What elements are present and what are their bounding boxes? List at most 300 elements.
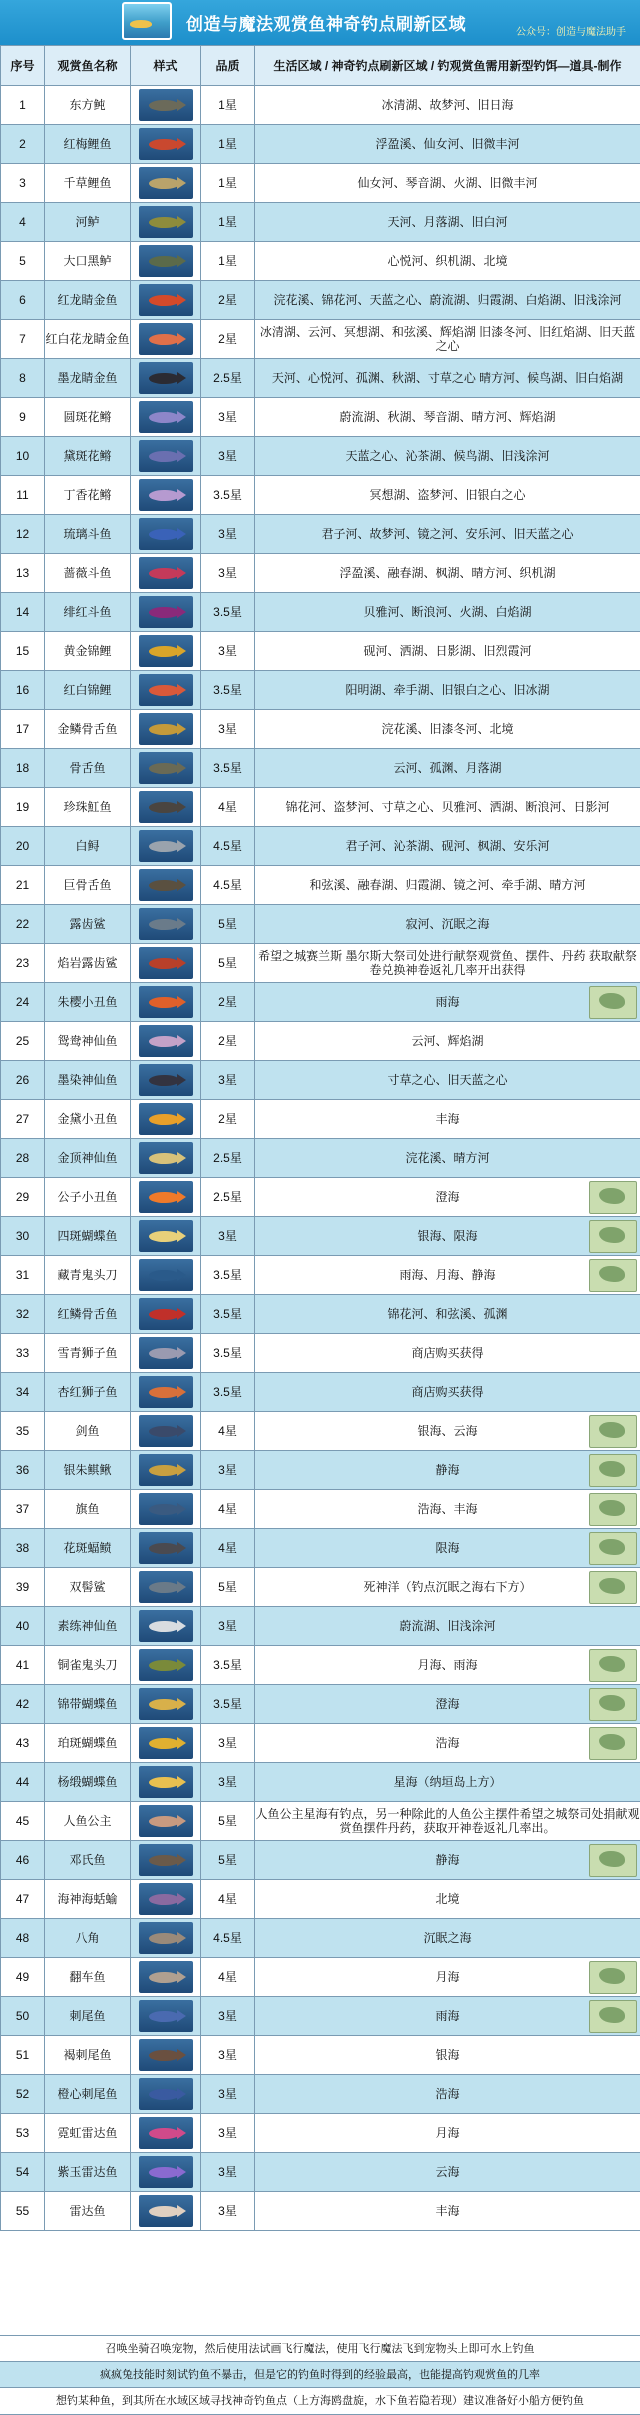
column-header-area: 生活区域 / 神奇钓点刷新区域 / 钓观赏鱼需用新型钓饵—道具-制作: [255, 46, 640, 86]
fish-image: [139, 596, 193, 628]
fish-icon: [149, 1036, 179, 1047]
cell-quality: 1星: [201, 203, 255, 242]
cell-fish-name: 剑鱼: [45, 1412, 131, 1451]
cell-style: [131, 1607, 201, 1646]
cell-quality: 5星: [201, 1841, 255, 1880]
fish-icon: [149, 1894, 179, 1905]
cell-quality: 2星: [201, 983, 255, 1022]
cell-fish-name: 黄金锦鲤: [45, 632, 131, 671]
fish-image: [139, 947, 193, 979]
cell-area: [255, 749, 640, 788]
cell-quality: 5星: [201, 1568, 255, 1607]
fish-tail-icon: [177, 1230, 186, 1242]
title-banner: [0, 0, 640, 47]
cell-style: [131, 944, 201, 983]
fish-image: [139, 1142, 193, 1174]
fish-image: [139, 2156, 193, 2188]
cell-style: [131, 2075, 201, 2114]
area-text: 蔚流湖、旧浅涂河: [399, 1619, 495, 1633]
cell-quality: 3星: [201, 1763, 255, 1802]
table-row: [1, 1412, 640, 1451]
cell-quality: 1星: [201, 242, 255, 281]
fish-tail-icon: [177, 2049, 186, 2061]
cell-quality: 4星: [201, 1880, 255, 1919]
cell-quality: 5星: [201, 944, 255, 983]
cell-fish-name: 珀斑蝴蝶鱼: [45, 1724, 131, 1763]
fish-image: [139, 1025, 193, 1057]
fish-icon: [149, 841, 179, 852]
fish-icon: [149, 646, 179, 657]
fish-icon: [149, 490, 179, 501]
cell-quality: 5星: [201, 1802, 255, 1841]
fish-tail-icon: [177, 762, 186, 774]
cell-no: 23: [1, 944, 45, 983]
map-thumbnail: [589, 1571, 637, 1604]
fish-icon: [149, 1387, 179, 1398]
area-text: 死神洋（钓点沉眠之海右下方）: [363, 1580, 531, 1594]
fish-tail-icon: [177, 294, 186, 306]
cell-area: [255, 398, 640, 437]
area-text: 锦花河、盗梦河、寸草之心、贝雅河、洒湖、断浪河、日影河: [285, 800, 609, 814]
fish-tail-icon: [177, 2166, 186, 2178]
cell-no: 42: [1, 1685, 45, 1724]
table-row: [1, 203, 640, 242]
area-text: 人鱼公主星海有钓点，另一种除此的人鱼公主摆件希望之城祭司处捐献观赏鱼摆件丹药，获取开神卷返礼几率出。: [255, 1807, 639, 1835]
fish-icon: [149, 2011, 179, 2022]
fish-image: [139, 2000, 193, 2032]
fish-tail-icon: [177, 606, 186, 618]
cell-no: 18: [1, 749, 45, 788]
column-header-name: 观赏鱼名称: [45, 46, 131, 86]
cell-fish-name: 河鲈: [45, 203, 131, 242]
fish-image: [139, 128, 193, 160]
cell-area: [255, 827, 640, 866]
cell-style: [131, 1724, 201, 1763]
cell-quality: 3.5星: [201, 476, 255, 515]
cell-no: 27: [1, 1100, 45, 1139]
cell-no: 4: [1, 203, 45, 242]
table-row: [1, 671, 640, 710]
area-text: 静海: [435, 1463, 459, 1477]
fish-icon: [149, 1153, 179, 1164]
cell-no: 45: [1, 1802, 45, 1841]
fish-image: [139, 1727, 193, 1759]
cell-area: [255, 242, 640, 281]
cell-quality: 4星: [201, 1958, 255, 1997]
fish-image: [139, 1688, 193, 1720]
game-logo-icon: [122, 2, 172, 40]
map-thumbnail: [589, 1961, 637, 1994]
cell-style: [131, 827, 201, 866]
cell-area: [255, 2075, 640, 2114]
fish-tail-icon: [177, 2010, 186, 2022]
fish-tail-icon: [177, 2205, 186, 2217]
cell-fish-name: 金顶神仙鱼: [45, 1139, 131, 1178]
fish-tail-icon: [177, 2127, 186, 2139]
fish-image: [139, 1493, 193, 1525]
fish-icon: [149, 1699, 179, 1710]
cell-style: [131, 593, 201, 632]
cell-area: [255, 1958, 640, 1997]
cell-fish-name: 蔷薇斗鱼: [45, 554, 131, 593]
area-text: 冥想湖、盗梦河、旧银白之心: [369, 488, 525, 502]
table-row: [1, 1880, 640, 1919]
cell-area: [255, 1607, 640, 1646]
cell-quality: 3.5星: [201, 1685, 255, 1724]
area-text: 月海、雨海: [417, 1658, 477, 1672]
area-text: 和弦溪、融春湖、归霞湖、镜之河、牵手湖、晴方河: [309, 878, 585, 892]
cell-style: [131, 1139, 201, 1178]
fish-icon: [149, 529, 179, 540]
fish-icon: [149, 724, 179, 735]
fish-tail-icon: [177, 1971, 186, 1983]
fish-tail-icon: [177, 1074, 186, 1086]
cell-fish-name: 朱樱小丑鱼: [45, 983, 131, 1022]
fish-image: [139, 1649, 193, 1681]
cell-area: [255, 359, 640, 398]
fish-image: [139, 1415, 193, 1447]
cell-style: [131, 1880, 201, 1919]
table-row: [1, 983, 640, 1022]
fish-tail-icon: [177, 1659, 186, 1671]
cell-style: [131, 281, 201, 320]
map-thumbnail: [589, 1220, 637, 1253]
cell-fish-name: 四斑蝴蝶鱼: [45, 1217, 131, 1256]
fish-image: [139, 1181, 193, 1213]
cell-quality: 3.5星: [201, 1334, 255, 1373]
cell-no: 37: [1, 1490, 45, 1529]
cell-no: 9: [1, 398, 45, 437]
cell-area: [255, 1022, 640, 1061]
cell-fish-name: 藏青鬼头刀: [45, 1256, 131, 1295]
fish-image: [139, 1532, 193, 1564]
map-thumbnail: [589, 1259, 637, 1292]
fish-image: [139, 167, 193, 199]
footer-note-3: 想钓某种鱼，到其所在水域区域寻找神奇钓鱼点（上方海鸥盘旋，水下鱼若隐若现）建议准备好小船方便钓鱼: [0, 2387, 640, 2415]
area-text: 天蓝之心、沁茶湖、候鸟湖、旧浅涂河: [345, 449, 549, 463]
fish-icon: [149, 1933, 179, 1944]
cell-no: 25: [1, 1022, 45, 1061]
cell-quality: 2星: [201, 320, 255, 359]
cell-style: [131, 1022, 201, 1061]
fish-icon: [149, 334, 179, 345]
cell-style: [131, 476, 201, 515]
area-text: 浩海、丰海: [417, 1502, 477, 1516]
fish-image: [139, 362, 193, 394]
fish-icon: [149, 1621, 179, 1632]
fish-image: [139, 245, 193, 277]
cell-style: [131, 1061, 201, 1100]
cell-quality: 3.5星: [201, 1295, 255, 1334]
cell-style: [131, 1100, 201, 1139]
cell-style: [131, 515, 201, 554]
page-title: 创造与魔法观赏鱼神奇钓点刷新区域: [186, 10, 466, 35]
cell-no: 29: [1, 1178, 45, 1217]
fish-tail-icon: [177, 840, 186, 852]
cell-style: [131, 788, 201, 827]
cell-quality: 3.5星: [201, 749, 255, 788]
cell-quality: 3星: [201, 2114, 255, 2153]
area-text: 浩海: [435, 2087, 459, 2101]
cell-area: [255, 2192, 640, 2231]
map-thumbnail: [589, 2000, 637, 2033]
cell-style: [131, 86, 201, 125]
cell-fish-name: 露齿鲨: [45, 905, 131, 944]
fish-tail-icon: [177, 1347, 186, 1359]
cell-quality: 2星: [201, 1022, 255, 1061]
cell-style: [131, 671, 201, 710]
table-row: [1, 2153, 640, 2192]
cell-style: [131, 1841, 201, 1880]
cell-style: [131, 1568, 201, 1607]
fish-image: [139, 791, 193, 823]
table-row: [1, 1919, 640, 1958]
table-row: [1, 515, 640, 554]
cell-fish-name: 铜雀鬼头刀: [45, 1646, 131, 1685]
fish-tail-icon: [177, 1113, 186, 1125]
fish-icon: [149, 568, 179, 579]
cell-area: [255, 515, 640, 554]
area-text: 商店购买获得: [411, 1346, 483, 1360]
area-text: 希望之城赛兰斯 墨尔斯大祭司处进行献祭观赏鱼、摆件、丹药 获取献祭卷兑换神卷返礼几率开出获得: [258, 949, 637, 977]
cell-style: [131, 749, 201, 788]
table-row: [1, 1256, 640, 1295]
fish-image: [139, 1337, 193, 1369]
fish-icon: [149, 1855, 179, 1866]
cell-style: [131, 1334, 201, 1373]
cell-area: [255, 1334, 640, 1373]
cell-quality: 5星: [201, 905, 255, 944]
cell-fish-name: 红鳞骨舌鱼: [45, 1295, 131, 1334]
fish-image: [139, 2117, 193, 2149]
map-thumbnail: [589, 1649, 637, 1682]
table-row: [1, 905, 640, 944]
cell-style: [131, 359, 201, 398]
table-row: [1, 1568, 640, 1607]
area-text: 砚河、洒湖、日影湖、旧烈霞河: [363, 644, 531, 658]
cell-fish-name: 海神海蛞蝓: [45, 1880, 131, 1919]
cell-quality: 3星: [201, 2192, 255, 2231]
cell-area: [255, 2153, 640, 2192]
area-text: 雨海: [435, 995, 459, 1009]
cell-no: 47: [1, 1880, 45, 1919]
area-text: 雨海、月海、静海: [399, 1268, 495, 1282]
cell-no: 17: [1, 710, 45, 749]
cell-no: 40: [1, 1607, 45, 1646]
cell-no: 20: [1, 827, 45, 866]
fish-tail-icon: [177, 372, 186, 384]
fish-image: [139, 830, 193, 862]
cell-no: 24: [1, 983, 45, 1022]
area-text: 寂河、沉眠之海: [405, 917, 489, 931]
fish-icon: [149, 1348, 179, 1359]
footer-note-2: 疯疯兔技能时刻试钓鱼不暴击，但是它的钓鱼时得到的经验最高，也能提高钓观赏鱼的几率: [0, 2361, 640, 2388]
table-row: [1, 1841, 640, 1880]
fish-tail-icon: [177, 216, 186, 228]
fish-icon: [149, 1465, 179, 1476]
cell-style: [131, 2036, 201, 2075]
cell-fish-name: 旗鱼: [45, 1490, 131, 1529]
cell-fish-name: 花斑蝠鲼: [45, 1529, 131, 1568]
fish-tail-icon: [177, 1776, 186, 1788]
fish-icon: [149, 1738, 179, 1749]
fish-icon: [149, 1972, 179, 1983]
cell-no: 3: [1, 164, 45, 203]
cell-style: [131, 164, 201, 203]
cell-area: [255, 1451, 640, 1490]
table-row: [1, 1958, 640, 1997]
area-text: 锦花河、和弦溪、孤渊: [387, 1307, 507, 1321]
cell-fish-name: 焰岩露齿鲨: [45, 944, 131, 983]
map-thumbnail: [589, 1493, 637, 1526]
fish-image: [139, 557, 193, 589]
table-row: [1, 164, 640, 203]
cell-fish-name: 翻车鱼: [45, 1958, 131, 1997]
cell-quality: 1星: [201, 164, 255, 203]
area-text: 静海: [435, 1853, 459, 1867]
fish-icon: [149, 997, 179, 1008]
fish-image: [139, 1766, 193, 1798]
table-row: [1, 1997, 640, 2036]
cell-quality: 3星: [201, 1061, 255, 1100]
fish-icon: [149, 295, 179, 306]
cell-style: [131, 320, 201, 359]
cell-no: 7: [1, 320, 45, 359]
area-text: 冰清湖、故梦河、旧日海: [381, 98, 513, 112]
area-text: 君子河、沁茶湖、砚河、枫湖、安乐河: [345, 839, 549, 853]
fish-icon: [149, 1504, 179, 1515]
area-text: 仙女河、琴音湖、火湖、旧微丰河: [357, 176, 537, 190]
fish-image: [139, 908, 193, 940]
fish-image: [139, 1376, 193, 1408]
cell-area: [255, 86, 640, 125]
fish-icon: [149, 2089, 179, 2100]
column-header-quality: 品质: [201, 46, 255, 86]
fish-image: [139, 674, 193, 706]
table-header-row: [1, 46, 640, 86]
cell-area: [255, 1256, 640, 1295]
fish-image: [139, 1883, 193, 1915]
table-row: [1, 359, 640, 398]
cell-no: 16: [1, 671, 45, 710]
cell-no: 26: [1, 1061, 45, 1100]
area-text: 浮盈溪、仙女河、旧微丰河: [375, 137, 519, 151]
cell-no: 34: [1, 1373, 45, 1412]
fish-image: [139, 2195, 193, 2227]
area-text: 丰海: [435, 1112, 459, 1126]
fish-tail-icon: [177, 723, 186, 735]
area-text: 浣花溪、旧漆冬河、北境: [381, 722, 513, 736]
table-row: [1, 1685, 640, 1724]
cell-no: 54: [1, 2153, 45, 2192]
cell-area: [255, 1724, 640, 1763]
fish-icon: [149, 139, 179, 150]
cell-area: [255, 554, 640, 593]
cell-no: 10: [1, 437, 45, 476]
cell-fish-name: 锦带蝴蝶鱼: [45, 1685, 131, 1724]
area-text: 银海、限海: [417, 1229, 477, 1243]
fish-tail-icon: [177, 1698, 186, 1710]
cell-quality: 3.5星: [201, 1373, 255, 1412]
cell-fish-name: 刺尾鱼: [45, 1997, 131, 2036]
cell-area: [255, 1880, 640, 1919]
fish-tail-icon: [177, 1620, 186, 1632]
table-row: [1, 437, 640, 476]
cell-quality: 1星: [201, 86, 255, 125]
fish-image: [139, 1844, 193, 1876]
cell-fish-name: 邓氏鱼: [45, 1841, 131, 1880]
cell-quality: 3星: [201, 1997, 255, 2036]
area-text: 天河、月落湖、旧白河: [387, 215, 507, 229]
cell-no: 2: [1, 125, 45, 164]
table-row: [1, 2114, 640, 2153]
cell-area: [255, 866, 640, 905]
fish-tail-icon: [177, 1386, 186, 1398]
cell-style: [131, 2114, 201, 2153]
cell-area: [255, 905, 640, 944]
cell-fish-name: 圆斑花鳉: [45, 398, 131, 437]
table-row: [1, 1295, 640, 1334]
fish-icon: [149, 2167, 179, 2178]
fish-image: [139, 635, 193, 667]
cell-area: [255, 1919, 640, 1958]
cell-area: [255, 203, 640, 242]
cell-area: [255, 1802, 640, 1841]
cell-no: 36: [1, 1451, 45, 1490]
table-row: [1, 1607, 640, 1646]
fish-image: [139, 1805, 193, 1837]
cell-fish-name: 双髻鲨: [45, 1568, 131, 1607]
fish-tail-icon: [177, 1152, 186, 1164]
table-row: [1, 1529, 640, 1568]
cell-no: 30: [1, 1217, 45, 1256]
cell-area: [255, 788, 640, 827]
fish-tail-icon: [177, 255, 186, 267]
cell-fish-name: 东方鲀: [45, 86, 131, 125]
cell-quality: 4星: [201, 1529, 255, 1568]
cell-area: [255, 2114, 640, 2153]
table-row: [1, 1022, 640, 1061]
cell-quality: 2.5星: [201, 1178, 255, 1217]
table-row: [1, 827, 640, 866]
fish-image: [139, 89, 193, 121]
cell-style: [131, 1958, 201, 1997]
cell-quality: 2星: [201, 281, 255, 320]
area-text: 北境: [435, 1892, 459, 1906]
fish-tail-icon: [177, 1581, 186, 1593]
fish-image: [139, 1220, 193, 1252]
area-text: 君子河、故梦河、镜之河、安乐河、旧天蓝之心: [321, 527, 573, 541]
table-body: [1, 86, 640, 2231]
cell-no: 33: [1, 1334, 45, 1373]
cell-style: [131, 1295, 201, 1334]
fish-icon: [149, 802, 179, 813]
fish-tail-icon: [177, 1932, 186, 1944]
cell-area: [255, 320, 640, 359]
fish-icon: [149, 1114, 179, 1125]
cell-fish-name: 红白花龙睛金鱼: [45, 320, 131, 359]
table-row: [1, 242, 640, 281]
cell-area: [255, 1841, 640, 1880]
cell-style: [131, 1763, 201, 1802]
cell-style: [131, 1529, 201, 1568]
cell-fish-name: 鸳鸯神仙鱼: [45, 1022, 131, 1061]
table-row: [1, 1802, 640, 1841]
cell-no: 28: [1, 1139, 45, 1178]
cell-style: [131, 632, 201, 671]
cell-quality: 2星: [201, 1100, 255, 1139]
cell-style: [131, 1802, 201, 1841]
